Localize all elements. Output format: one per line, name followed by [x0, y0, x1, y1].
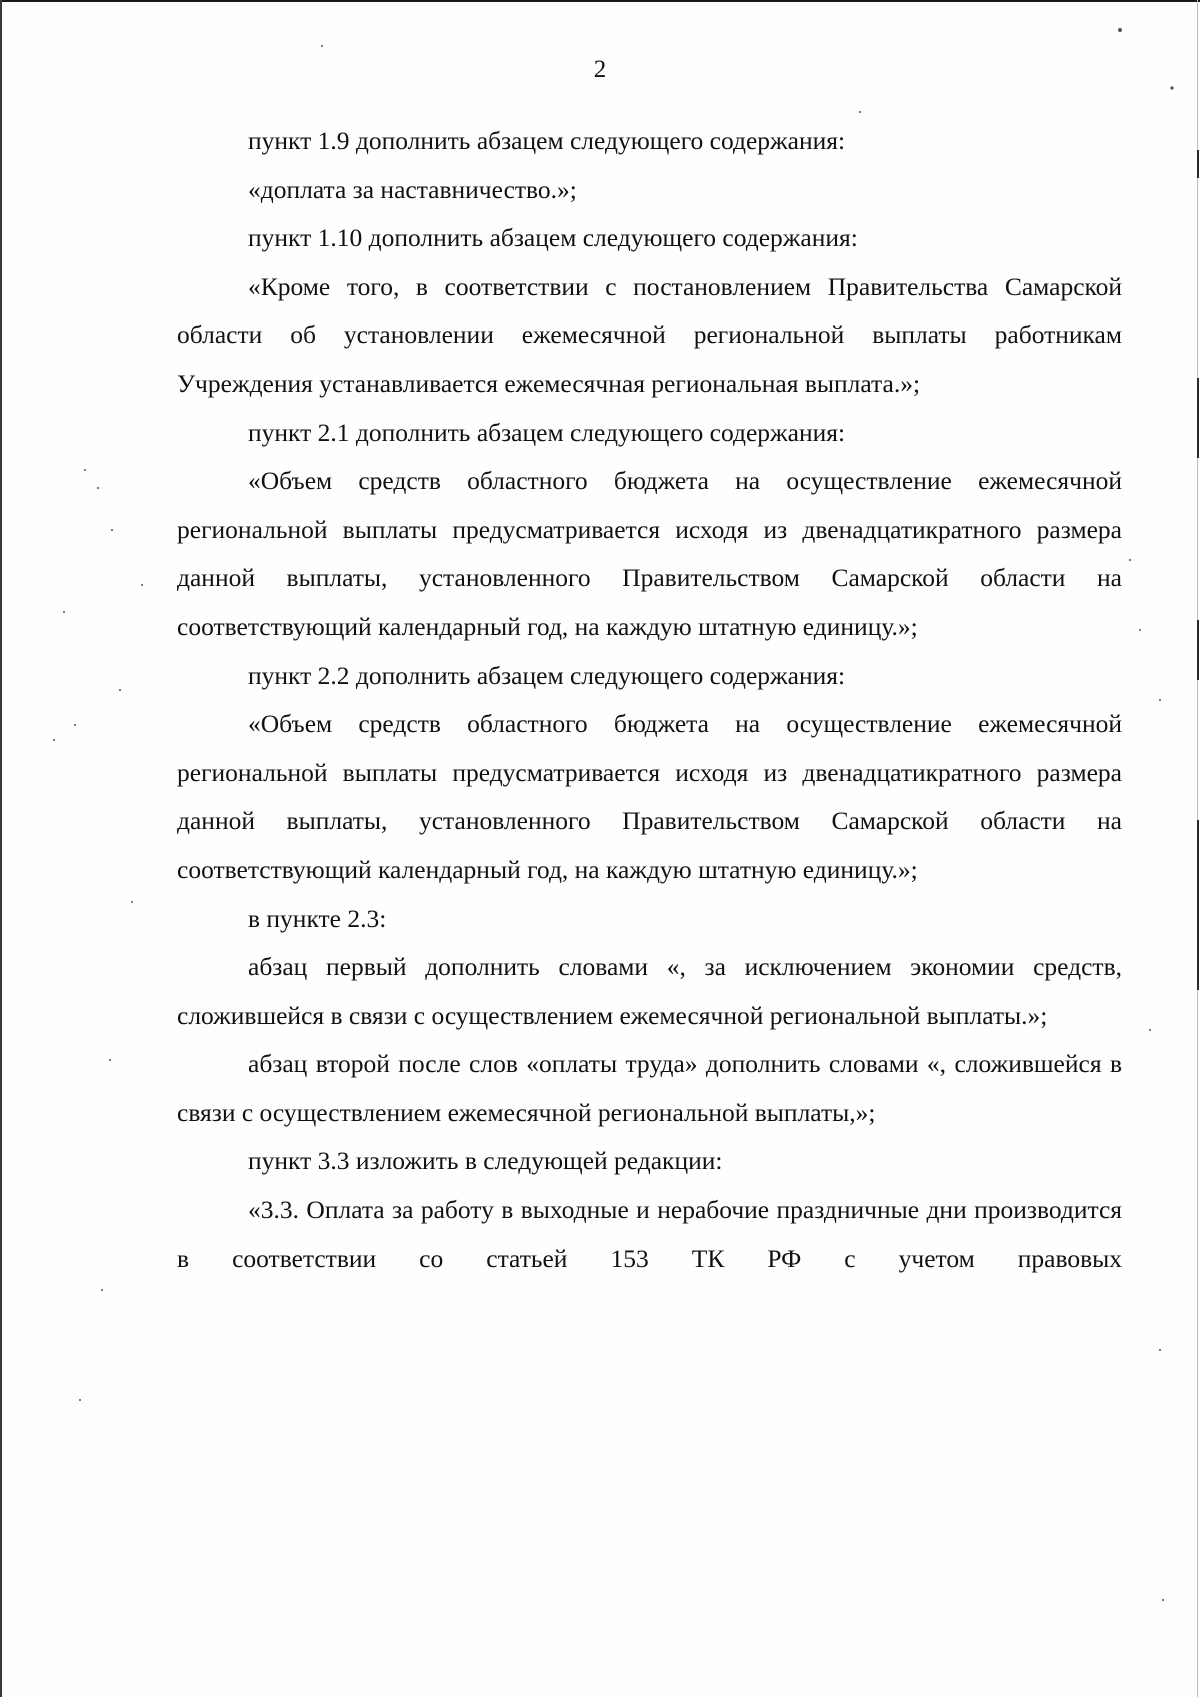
document-body — [177, 117, 1122, 1283]
paragraph: пункт 3.3 изложить в следующей редакции: — [248, 1146, 723, 1176]
scan-edge-mark — [1197, 620, 1199, 680]
paragraph: абзац первый дополнить словами «, за исключением экономии средств, сложившейся в связи с осуществлением ежемесячной региональной выплаты.»; — [177, 952, 1122, 1030]
scan-edge-mark — [1197, 378, 1199, 458]
paragraph: «Объем средств областного бюджета на осуществление ежемесячной региональной выплаты предусматривается исходя из двенадцатикратного размера данной выплаты, установленного Правительством Самарской области на соответствующий календарный год, на каждую штатную единицу.»; — [177, 709, 1122, 884]
paragraph: «доплата за наставничество.»; — [248, 174, 577, 204]
paragraph: «3.3. Оплата за работу в выходные и нерабочие праздничные дни производится в соответствии со статьей 153 ТК РФ с учетом правовых — [177, 1195, 1122, 1273]
paragraph: пункт 2.1 дополнить абзацем следующего содержания: — [248, 417, 846, 447]
paragraph: абзац второй после слов «оплаты труда» дополнить словами «, сложившейся в связи с осуществлением ежемесячной региональной выплаты,»; — [177, 1049, 1122, 1127]
scan-edge-mark — [1197, 820, 1199, 990]
paragraph: пункт 2.2 дополнить абзацем следующего содержания: — [248, 660, 846, 690]
scan-edge-mark — [1197, 150, 1199, 178]
paragraph: пункт 1.9 дополнить абзацем следующего содержания: — [248, 126, 846, 155]
scan-edge-left — [0, 0, 2, 1697]
paragraph: «Кроме того, в соответствии с постановлением Правительства Самарской области об установлении ежемесячной региональной выплаты работникам Учреждения устанавливается ежемесячная региональная выплата.»; — [177, 271, 1122, 398]
paragraph: в пункте 2.3: — [248, 903, 387, 933]
paragraph: «Объем средств областного бюджета на осуществление ежемесячной региональной выплаты предусматривается исходя из двенадцатикратного размера данной выплаты, установленного Правительством Самарской области на соответствующий календарный год, на каждую штатную единицу.»; — [177, 466, 1122, 641]
page-number: 2 — [593, 56, 607, 83]
paragraph: пункт 1.10 дополнить абзацем следующего содержания: — [248, 223, 858, 253]
scan-edge-top — [0, 0, 1200, 2]
